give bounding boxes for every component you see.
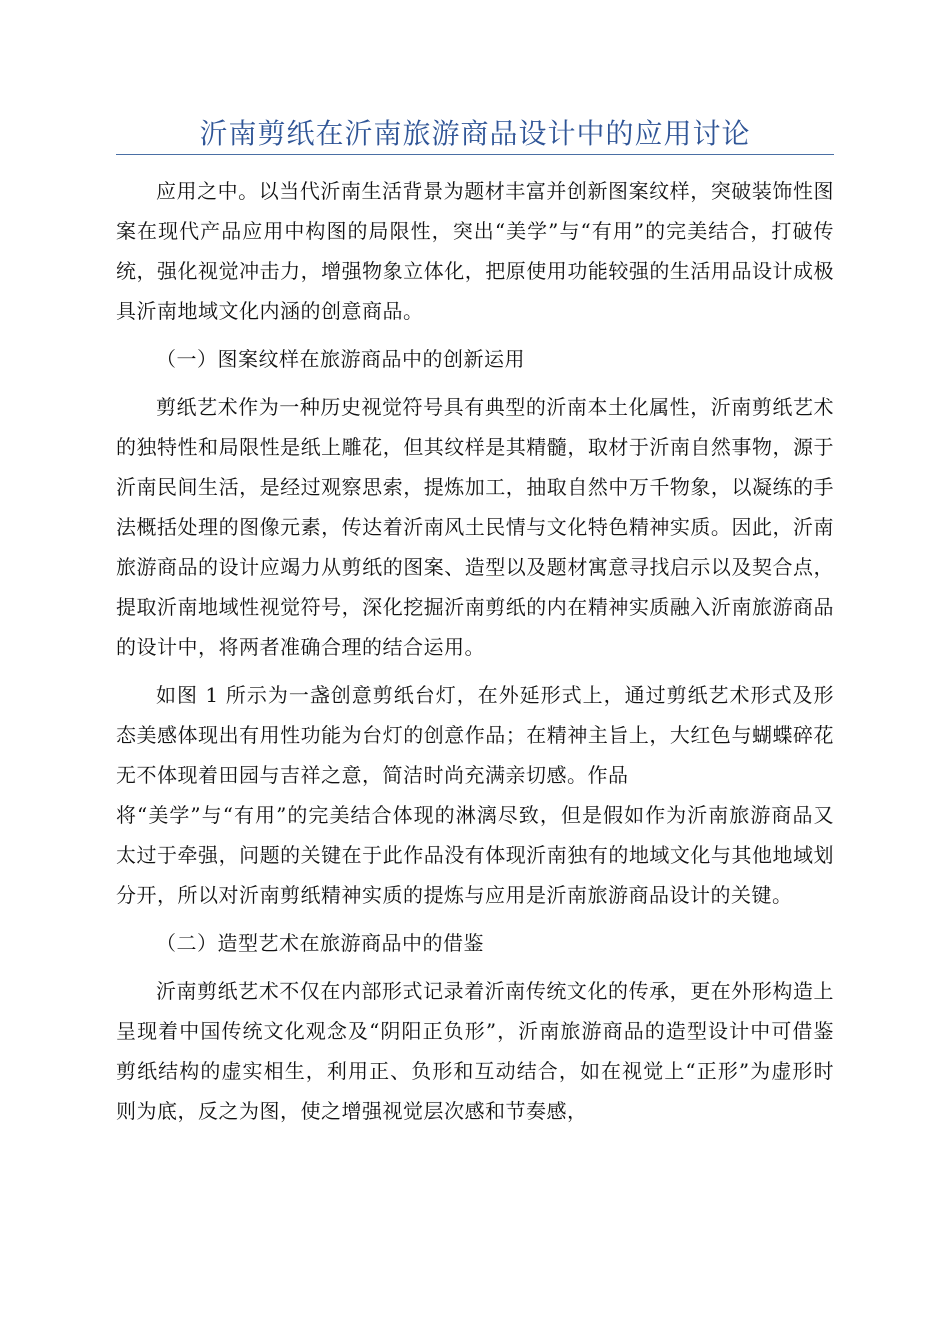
paragraph-lamp-example-part2: 将“美学”与“有用”的完美结合体现的淋漓尽致，但是假如作为沂南旅游商品又太过于牵强，问题的关键在于此作品没有体现沂南独有的地域文化与其他地域划分开，所以对沂南剪纸精神实质的提炼与应用是沂南旅游商品设计的关键。 [116, 803, 834, 907]
paragraph-shape: 沂南剪纸艺术不仅在内部形式记录着沂南传统文化的传承，更在外形构造上呈现着中国传统文化观念及“阴阳正负形”，沂南旅游商品的造型设计中可借鉴剪纸结构的虚实相生，利用正、负形和互动结合，如在视觉上“正形”为虚形时则为底，反之为图，使之增强视觉层次感和节奏感， [116, 979, 834, 1123]
document-body [116, 171, 834, 1131]
paragraph-lamp-example [116, 675, 834, 915]
paragraph-lamp-example-part1: 如图 1 所示为一盏创意剪纸台灯，在外延形式上，通过剪纸艺术形式及形态美感体现出有用性功能为台灯的创意作品；在精神主旨上，大红色与蝴蝶碎花无不体现着田园与吉祥之意，简洁时尚充满亲切感。作品 [116, 683, 834, 787]
section-heading-shape: （二）造型艺术在旅游商品中的借鉴 [156, 931, 484, 955]
header-title: 沂南剪纸在沂南旅游商品设计中的应用讨论 [199, 117, 751, 150]
document-page [116, 0, 834, 1139]
paragraph-pattern: 剪纸艺术作为一种历史视觉符号具有典型的沂南本土化属性，沂南剪纸艺术的独特性和局限性是纸上雕花，但其纹样是其精髓，取材于沂南自然事物，源于沂南民间生活，是经过观察思索，提炼加工，抽取自然中万千物象，以凝练的手法概括处理的图像元素，传达着沂南风土民情与文化特色精神实质。因此，沂南旅游商品的设计应竭力从剪纸的图案、造型以及题材寓意寻找启示以及契合点，提取沂南地域性视觉符号，深化挖掘沂南剪纸的内在精神实质融入沂南旅游商品的设计中，将两者准确合理的结合运用。 [116, 395, 834, 659]
paragraph-intro: 应用之中。以当代沂南生活背景为题材丰富并创新图案纹样，突破装饰性图案在现代产品应用中构图的局限性，突出“美学”与“有用”的完美结合，打破传统，强化视觉冲击力，增强物象立体化，把原使用功能较强的生活用品设计成极具沂南地域文化内涵的创意商品。 [116, 179, 834, 323]
running-header [116, 114, 834, 155]
section-heading-pattern: （一）图案纹样在旅游商品中的创新运用 [156, 347, 525, 371]
